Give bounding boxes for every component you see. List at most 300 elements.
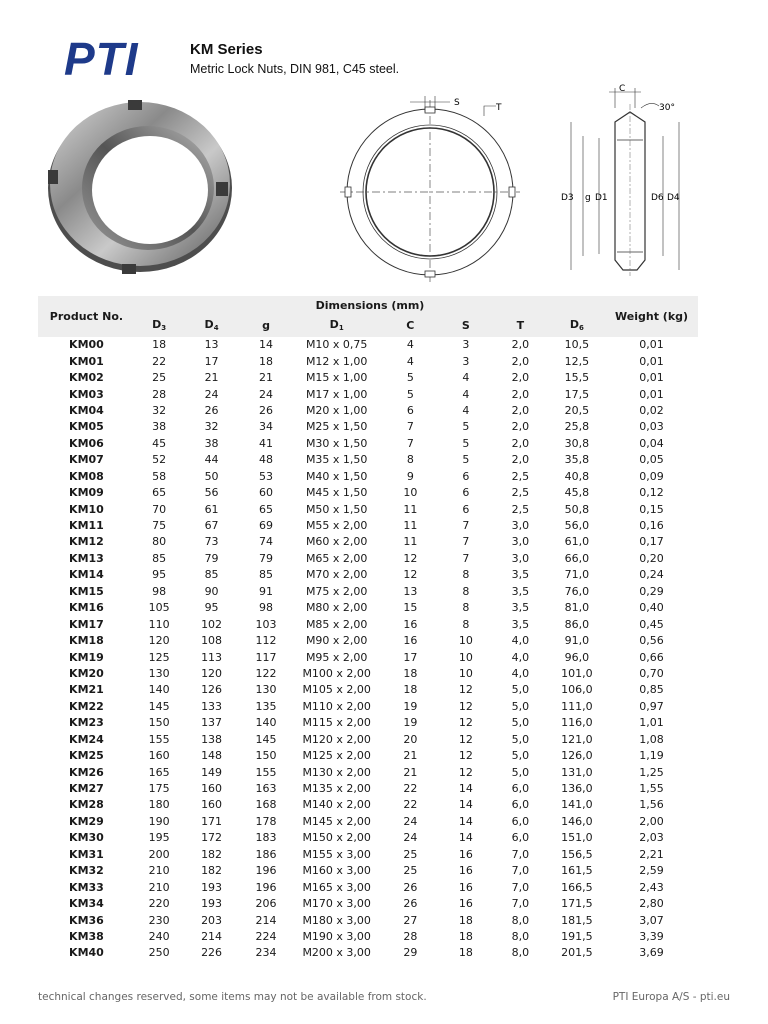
table-cell: 171 <box>201 814 223 828</box>
table-cell: 3,69 <box>639 946 664 960</box>
table-cell: 3,5 <box>511 601 530 615</box>
table-cell: 38 <box>204 436 219 450</box>
table-row <box>38 666 698 682</box>
table-cell: 22 <box>403 782 418 796</box>
label-d1: D1 <box>595 193 608 203</box>
table-cell: 181,5 <box>561 913 593 927</box>
table-row <box>38 616 698 632</box>
product-number-cell: KM30 <box>69 831 104 845</box>
table-cell: 5 <box>406 371 414 385</box>
table-cell: 0,66 <box>639 650 664 664</box>
table-cell: 29 <box>403 946 418 960</box>
product-number-cell: KM18 <box>69 634 104 648</box>
table-cell: 12 <box>403 551 418 565</box>
table-cell: 1,19 <box>639 749 664 763</box>
table-cell: 141,0 <box>561 798 593 812</box>
table-cell: 4 <box>406 354 414 368</box>
table-cell: 16 <box>458 847 473 861</box>
table-cell: 125 <box>148 650 170 664</box>
table-cell: 10 <box>458 634 473 648</box>
table-cell: 44 <box>204 453 219 467</box>
table-cell: 7,0 <box>511 897 530 911</box>
table-cell: M15 x 1,00 <box>305 371 368 385</box>
table-cell: 0,97 <box>639 699 664 713</box>
table-cell: 12 <box>458 699 473 713</box>
table-row <box>38 715 698 731</box>
product-number-cell: KM01 <box>69 354 104 368</box>
table-body <box>38 337 698 962</box>
table-cell: 135 <box>255 699 277 713</box>
table-cell: 203 <box>201 913 223 927</box>
table-cell: 16 <box>458 880 473 894</box>
table-cell: 3 <box>462 354 470 368</box>
table-cell: 95 <box>204 601 219 615</box>
table-cell: 85 <box>259 568 274 582</box>
table-cell: 126 <box>201 683 223 697</box>
table-cell: 5,0 <box>511 699 530 713</box>
table-cell: 16 <box>403 634 418 648</box>
table-cell: 35,8 <box>564 453 590 467</box>
table-cell: 0,45 <box>639 617 664 631</box>
table-cell: 145 <box>255 732 277 746</box>
table-cell: 3,5 <box>511 584 530 598</box>
table-cell: 61,0 <box>564 535 590 549</box>
table-cell: 91 <box>259 584 274 598</box>
table-cell: 4 <box>406 338 414 352</box>
table-cell: 38 <box>152 420 167 434</box>
label-d4: D4 <box>667 193 680 203</box>
table-cell: 18 <box>259 354 274 368</box>
table-cell: 234 <box>255 946 277 960</box>
product-number-cell: KM15 <box>69 584 104 598</box>
table-cell: 7 <box>462 551 470 565</box>
table-cell: 102 <box>201 617 223 631</box>
table-row <box>38 847 698 863</box>
table-cell: 10,5 <box>564 338 590 352</box>
table-cell: 190 <box>148 814 170 828</box>
table-cell: M145 x 2,00 <box>302 814 371 828</box>
table-cell: 26 <box>204 403 219 417</box>
table-cell: 210 <box>148 864 170 878</box>
table-row <box>38 945 698 961</box>
table-cell: M70 x 2,00 <box>305 568 368 582</box>
table-cell: 200 <box>148 847 170 861</box>
product-number-cell: KM13 <box>69 551 104 565</box>
table-cell: 50 <box>204 469 219 483</box>
table-cell: 18 <box>403 666 418 680</box>
table-cell: 2,0 <box>511 338 530 352</box>
table-cell: 0,29 <box>639 584 664 598</box>
table-cell: 5,0 <box>511 716 530 730</box>
product-number-cell: KM23 <box>69 716 104 730</box>
product-no-header: Product No. <box>38 296 135 337</box>
table-cell: 26 <box>259 403 274 417</box>
table-row <box>38 764 698 780</box>
table-cell: 1,55 <box>639 782 664 796</box>
table-cell: 7,0 <box>511 847 530 861</box>
table-cell: M12 x 1,00 <box>305 354 368 368</box>
table-cell: 0,05 <box>639 453 664 467</box>
table-cell: 171,5 <box>561 897 593 911</box>
table-cell: 2,21 <box>639 847 664 861</box>
table-cell: 45 <box>152 436 167 450</box>
table-cell: 130 <box>148 666 170 680</box>
product-number-cell: KM04 <box>69 403 104 417</box>
table-cell: M105 x 2,00 <box>302 683 371 697</box>
product-number-cell: KM12 <box>69 535 104 549</box>
column-header: S <box>440 315 492 337</box>
product-number-cell: KM40 <box>69 946 104 960</box>
table-cell: M90 x 2,00 <box>305 634 368 648</box>
table-cell: 13 <box>204 338 219 352</box>
product-number-cell: KM33 <box>69 880 104 894</box>
table-cell: 8 <box>462 584 470 598</box>
table-row <box>38 353 698 369</box>
table-cell: M110 x 2,00 <box>302 699 371 713</box>
table-cell: 183 <box>255 831 277 845</box>
table-cell: 12,5 <box>564 354 590 368</box>
table-cell: 155 <box>148 732 170 746</box>
table-cell: 7 <box>462 535 470 549</box>
table-cell: 3 <box>462 338 470 352</box>
table-cell: 8,0 <box>511 913 530 927</box>
table-cell: 3,5 <box>511 617 530 631</box>
table-cell: 10 <box>458 650 473 664</box>
table-cell: 12 <box>458 732 473 746</box>
label-d3: D3 <box>561 193 574 203</box>
table-cell: M125 x 2,00 <box>302 749 371 763</box>
table-cell: 24 <box>403 831 418 845</box>
table-cell: 21 <box>259 371 274 385</box>
table-cell: 148 <box>201 749 223 763</box>
table-cell: 178 <box>255 814 277 828</box>
table-cell: 12 <box>403 568 418 582</box>
product-number-cell: KM24 <box>69 732 104 746</box>
table-cell: 226 <box>201 946 223 960</box>
table-row <box>38 584 698 600</box>
table-cell: 3,0 <box>511 519 530 533</box>
table-cell: 52 <box>152 453 167 467</box>
table-row <box>38 748 698 764</box>
table-cell: 12 <box>458 683 473 697</box>
column-header: $D_4$ <box>183 315 240 337</box>
table-cell: 112 <box>255 634 277 648</box>
table-cell: 2,80 <box>639 897 664 911</box>
table-cell: 220 <box>148 897 170 911</box>
product-number-cell: KM38 <box>69 929 104 943</box>
table-cell: M30 x 1,50 <box>305 436 368 450</box>
weight-header: Weight (kg) <box>605 296 698 337</box>
table-cell: M55 x 2,00 <box>305 519 368 533</box>
table-cell: 65 <box>259 502 274 516</box>
table-cell: 224 <box>255 929 277 943</box>
table-cell: 182 <box>201 864 223 878</box>
table-cell: 4,0 <box>511 634 530 648</box>
table-cell: 2,0 <box>511 387 530 401</box>
table-cell: 19 <box>403 699 418 713</box>
product-photo <box>40 96 240 281</box>
table-cell: 4,0 <box>511 666 530 680</box>
table-cell: M115 x 2,00 <box>302 716 371 730</box>
table-cell: 17 <box>204 354 219 368</box>
table-cell: 120 <box>201 666 223 680</box>
table-cell: 61 <box>204 502 219 516</box>
table-cell: 155 <box>255 765 277 779</box>
table-cell: 4,0 <box>511 650 530 664</box>
table-cell: 6,0 <box>511 831 530 845</box>
table-cell: 8 <box>462 617 470 631</box>
table-cell: 168 <box>255 798 277 812</box>
table-cell: 7,0 <box>511 864 530 878</box>
table-cell: 2,5 <box>511 486 530 500</box>
table-cell: 2,0 <box>511 420 530 434</box>
table-cell: 18 <box>403 683 418 697</box>
table-cell: 11 <box>403 535 418 549</box>
table-cell: 0,15 <box>639 502 664 516</box>
table-row <box>38 469 698 485</box>
table-cell: 1,01 <box>639 716 664 730</box>
table-cell: 116,0 <box>561 716 593 730</box>
product-number-cell: KM02 <box>69 371 104 385</box>
label-c: C <box>619 84 626 94</box>
table-cell: 2,03 <box>639 831 664 845</box>
table-cell: M60 x 2,00 <box>305 535 368 549</box>
column-header: $D_3$ <box>135 315 183 337</box>
table-cell: 12 <box>458 765 473 779</box>
table-cell: 0,01 <box>639 387 664 401</box>
product-number-cell: KM09 <box>69 486 104 500</box>
table-cell: 5,0 <box>511 765 530 779</box>
table-row <box>38 929 698 945</box>
column-header: $D_6$ <box>549 315 606 337</box>
table-cell: 160 <box>148 749 170 763</box>
table-cell: 7,0 <box>511 880 530 894</box>
table-cell: 175 <box>148 782 170 796</box>
table-cell: 0,02 <box>639 403 664 417</box>
table-cell: M165 x 3,00 <box>302 880 371 894</box>
table-cell: M120 x 2,00 <box>302 732 371 746</box>
table-cell: 10 <box>403 486 418 500</box>
table-cell: 0,12 <box>639 486 664 500</box>
table-cell: 161,5 <box>561 864 593 878</box>
table-cell: 214 <box>255 913 277 927</box>
table-cell: 150 <box>255 749 277 763</box>
table-row <box>38 896 698 912</box>
table-cell: 193 <box>201 880 223 894</box>
footer-company: PTI Europa A/S - pti.eu <box>612 991 730 1003</box>
table-cell: 66,0 <box>564 551 590 565</box>
table-cell: 196 <box>255 864 277 878</box>
table-cell: M200 x 3,00 <box>302 946 371 960</box>
product-number-cell: KM08 <box>69 469 104 483</box>
table-row <box>38 386 698 402</box>
table-cell: 74 <box>259 535 274 549</box>
table-row <box>38 551 698 567</box>
table-cell: M25 x 1,50 <box>305 420 368 434</box>
table-cell: 5,0 <box>511 732 530 746</box>
table-row <box>38 534 698 550</box>
table-cell: 11 <box>403 519 418 533</box>
table-cell: 98 <box>259 601 274 615</box>
table-cell: 26 <box>403 880 418 894</box>
label-t: T <box>496 103 502 113</box>
table-row <box>38 485 698 501</box>
product-number-cell: KM21 <box>69 683 104 697</box>
table-cell: 122 <box>255 666 277 680</box>
table-cell: 2,5 <box>511 469 530 483</box>
table-cell: 3,0 <box>511 535 530 549</box>
table-cell: 65 <box>152 486 167 500</box>
table-cell: 0,16 <box>639 519 664 533</box>
table-cell: 193 <box>201 897 223 911</box>
table-cell: 108 <box>201 634 223 648</box>
table-cell: 21 <box>403 749 418 763</box>
table-cell: 6 <box>462 469 470 483</box>
table-cell: 91,0 <box>564 634 590 648</box>
label-g: g <box>585 193 591 203</box>
table-cell: 13 <box>403 584 418 598</box>
table-cell: M40 x 1,50 <box>305 469 368 483</box>
page-title: KM Series <box>190 41 263 58</box>
product-number-cell: KM20 <box>69 666 104 680</box>
table-cell: M160 x 3,00 <box>302 864 371 878</box>
table-cell: 20,5 <box>564 403 590 417</box>
table-cell: 48 <box>259 453 274 467</box>
table-cell: 145 <box>148 699 170 713</box>
table-cell: 2,5 <box>511 502 530 516</box>
table-cell: 69 <box>259 519 274 533</box>
table-cell: 25 <box>403 864 418 878</box>
product-number-cell: KM22 <box>69 699 104 713</box>
table-cell: 21 <box>204 371 219 385</box>
table-cell: 10 <box>458 666 473 680</box>
table-cell: 1,56 <box>639 798 664 812</box>
table-cell: 195 <box>148 831 170 845</box>
table-cell: 60 <box>259 486 274 500</box>
table-cell: 56,0 <box>564 519 590 533</box>
table-cell: 17 <box>403 650 418 664</box>
product-number-cell: KM03 <box>69 387 104 401</box>
table-cell: 250 <box>148 946 170 960</box>
product-number-cell: KM31 <box>69 847 104 861</box>
table-cell: 130 <box>255 683 277 697</box>
table-cell: 0,20 <box>639 551 664 565</box>
table-cell: 5 <box>462 436 470 450</box>
product-number-cell: KM34 <box>69 897 104 911</box>
product-number-cell: KM27 <box>69 782 104 796</box>
table-cell: 26 <box>403 897 418 911</box>
table-cell: 6,0 <box>511 798 530 812</box>
table-cell: 186 <box>255 847 277 861</box>
product-number-cell: KM05 <box>69 420 104 434</box>
column-header: T <box>492 315 549 337</box>
table-cell: 16 <box>458 897 473 911</box>
table-cell: 20 <box>403 732 418 746</box>
table-row <box>38 403 698 419</box>
table-cell: M65 x 2,00 <box>305 551 368 565</box>
table-row <box>38 781 698 797</box>
table-cell: 22 <box>152 354 167 368</box>
table-cell: 0,24 <box>639 568 664 582</box>
product-number-cell: KM36 <box>69 913 104 927</box>
table-cell: 201,5 <box>561 946 593 960</box>
table-cell: 12 <box>458 716 473 730</box>
table-cell: 0,17 <box>639 535 664 549</box>
table-row <box>38 419 698 435</box>
page-subtitle: Metric Lock Nuts, DIN 981, C45 steel. <box>190 62 400 76</box>
table-cell: 28 <box>403 929 418 943</box>
table-cell: 25 <box>403 847 418 861</box>
table-cell: 0,01 <box>639 338 664 352</box>
table-row <box>38 518 698 534</box>
table-cell: 30,8 <box>564 436 590 450</box>
table-cell: M130 x 2,00 <box>302 765 371 779</box>
table-cell: 73 <box>204 535 219 549</box>
table-cell: 56 <box>204 486 219 500</box>
table-cell: M85 x 2,00 <box>305 617 368 631</box>
column-header: C <box>381 315 440 337</box>
table-cell: 76,0 <box>564 584 590 598</box>
table-cell: M80 x 2,00 <box>305 601 368 615</box>
table-cell: 7 <box>462 519 470 533</box>
table-cell: M20 x 1,00 <box>305 403 368 417</box>
table-cell: M180 x 3,00 <box>302 913 371 927</box>
table-cell: 67 <box>204 519 219 533</box>
table-cell: 32 <box>204 420 219 434</box>
table-cell: 95 <box>152 568 167 582</box>
table-cell: 15 <box>403 601 418 615</box>
table-cell: 24 <box>403 814 418 828</box>
table-cell: 240 <box>148 929 170 943</box>
table-cell: 28 <box>152 387 167 401</box>
table-row <box>38 699 698 715</box>
table-cell: 2,0 <box>511 453 530 467</box>
table-cell: 8 <box>406 453 414 467</box>
table-cell: 9 <box>406 469 414 483</box>
table-cell: M155 x 3,00 <box>302 847 371 861</box>
product-number-cell: KM06 <box>69 436 104 450</box>
table-cell: 111,0 <box>561 699 593 713</box>
table-cell: 4 <box>462 371 470 385</box>
side-view-diagram <box>555 80 695 280</box>
table-cell: 90 <box>204 584 219 598</box>
table-cell: 160 <box>201 798 223 812</box>
table-cell: 140 <box>255 716 277 730</box>
table-cell: 0,01 <box>639 371 664 385</box>
table-cell: M190 x 3,00 <box>302 929 371 943</box>
table-cell: 14 <box>458 798 473 812</box>
table-row <box>38 567 698 583</box>
product-number-cell: KM16 <box>69 601 104 615</box>
table-cell: 230 <box>148 913 170 927</box>
table-cell: 81,0 <box>564 601 590 615</box>
table-cell: 121,0 <box>561 732 593 746</box>
product-number-cell: KM28 <box>69 798 104 812</box>
table-cell: 214 <box>201 929 223 943</box>
table-cell: 14 <box>458 831 473 845</box>
table-cell: 117 <box>255 650 277 664</box>
table-cell: 3,0 <box>511 551 530 565</box>
table-row <box>38 452 698 468</box>
table-row <box>38 501 698 517</box>
table-cell: 182 <box>201 847 223 861</box>
table-cell: M95 x 2,00 <box>305 650 368 664</box>
table-cell: 105 <box>148 601 170 615</box>
table-row <box>38 337 698 353</box>
table-cell: 5 <box>462 420 470 434</box>
table-cell: 8,0 <box>511 946 530 960</box>
table-row <box>38 682 698 698</box>
